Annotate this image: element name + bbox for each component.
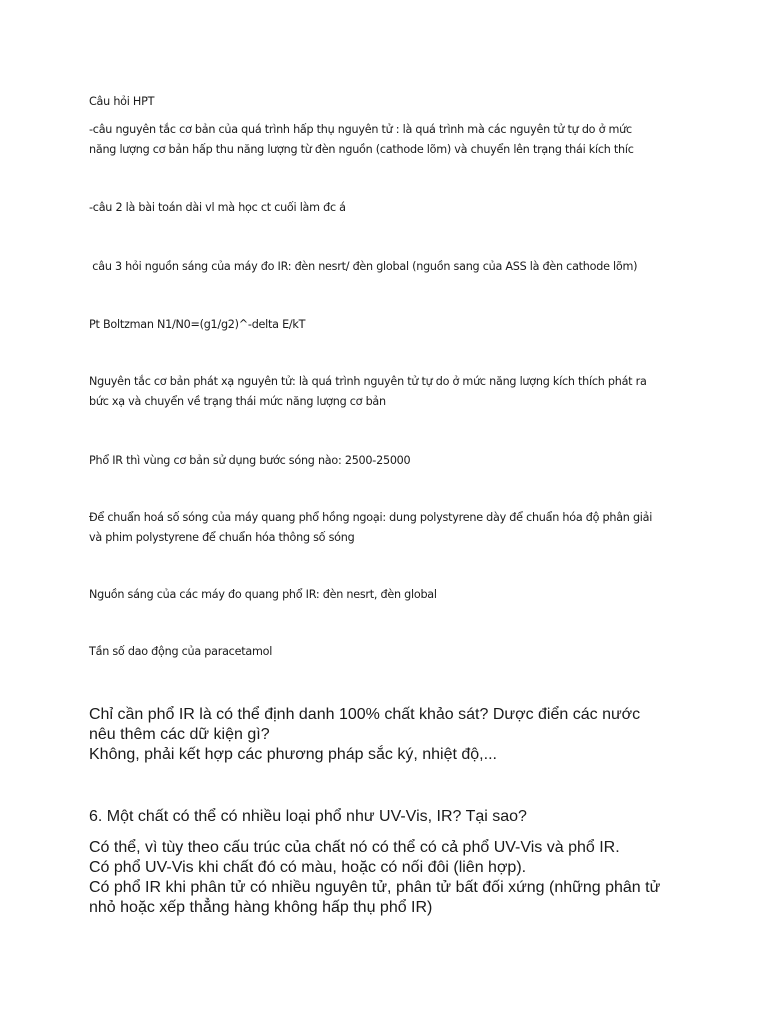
paragraph-calibration-line-1: Để chuẩn hoá số sóng của máy quang phổ hồng ngoại: dung polystyrene dày để chuẩn hóa độ phân giải bbox=[89, 511, 653, 524]
paragraph-paracetamol: Tần số dao động của paracetamol bbox=[89, 645, 273, 658]
paragraph-calibration-line-2: và phim polystyrene để chuẩn hóa thông số sóng bbox=[89, 531, 355, 544]
paragraph-emission-line-1: Nguyên tắc cơ bản phát xạ nguyên tử: là quá trình nguyên tử tự do ở mức năng lượng kích thích phát ra bbox=[89, 375, 647, 388]
paragraph-emission-line-2: bức xạ và chuyển về trạng thái mức năng lượng cơ bản bbox=[89, 395, 386, 408]
paragraph-q1 bbox=[89, 120, 699, 160]
document-title: Câu hỏi HPT bbox=[89, 95, 155, 108]
paragraph-q1-line-1: -câu nguyên tắc cơ bản của quá trình hấp thụ nguyên tử : là quá trình mà các nguyên tử tự do ở mức bbox=[89, 123, 632, 136]
paragraph-a6-line-2: Có phổ UV-Vis khi chất đó có màu, hoặc có nối đôi (liên hợp). bbox=[89, 859, 527, 876]
paragraph-ir-range: Phổ IR thì vùng cơ bản sử dụng bước sóng nào: 2500-25000 bbox=[89, 454, 411, 467]
paragraph-identify bbox=[89, 705, 699, 765]
paragraph-identify-line-1: Chỉ cần phổ IR là có thể định danh 100% chất khảo sát? Dược điển các nước bbox=[89, 706, 641, 723]
paragraph-q2: -câu 2 là bài toán dài vl mà học ct cuối làm đc á bbox=[89, 201, 346, 214]
paragraph-q1-line-2: năng lượng cơ bản hấp thu năng lượng từ đèn nguồn (cathode lõm) và chuyển lên trạng thái kích thíc bbox=[89, 143, 634, 156]
paragraph-a6 bbox=[89, 838, 699, 918]
paragraph-ir-sources: Nguồn sáng của các máy đo quang phổ IR: đèn nesrt, đèn global bbox=[89, 588, 437, 601]
paragraph-identify-line-2: nêu thêm các dữ kiện gì? bbox=[89, 726, 270, 743]
paragraph-a6-line-3: Có phổ IR khi phân tử có nhiều nguyên tử, phân tử bất đối xứng (những phân tử bbox=[89, 879, 661, 896]
paragraph-q3: câu 3 hỏi nguồn sáng của máy đo IR: đèn nesrt/ đèn global (nguồn sang của ASS là đèn cathode lõm) bbox=[89, 260, 638, 273]
paragraph-emission bbox=[89, 372, 699, 412]
paragraph-a6-line-1: Có thể, vì tùy theo cấu trúc của chất nó có thể có cả phổ UV-Vis và phổ IR. bbox=[89, 839, 620, 856]
paragraph-boltzmann: Pt Boltzman N1/N0=(g1/g2)^-delta E/kT bbox=[89, 318, 306, 331]
paragraph-q6: 6. Một chất có thể có nhiều loại phổ như UV-Vis, IR? Tại sao? bbox=[89, 808, 527, 825]
paragraph-calibration bbox=[89, 508, 699, 548]
paragraph-a6-line-4: nhỏ hoặc xếp thẳng hàng không hấp thụ phổ IR) bbox=[89, 899, 433, 916]
paragraph-identify-line-3: Không, phải kết hợp các phương pháp sắc ký, nhiệt độ,... bbox=[89, 746, 497, 763]
